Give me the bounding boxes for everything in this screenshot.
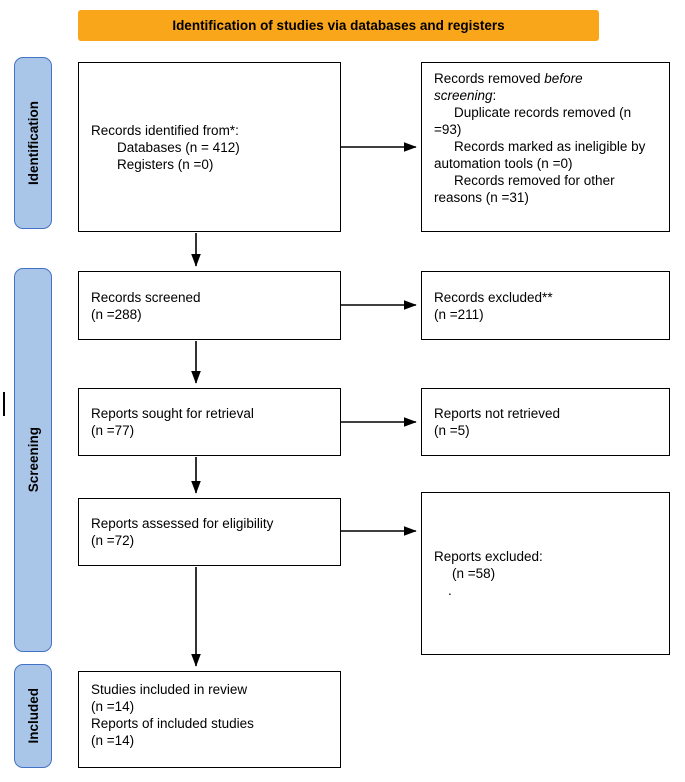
box-records-identified	[78, 62, 341, 232]
removed-item-duplicates: Duplicate records removed (n =93)	[434, 105, 632, 137]
records-identified-registers: Registers (n =0)	[117, 156, 214, 172]
reports-sought-line1: Reports sought for retrieval	[91, 406, 254, 421]
stage-included-label: Included	[25, 688, 41, 744]
reports-excluded-line1: Reports excluded:	[434, 549, 543, 564]
reports-excluded-line2: (n =58)	[452, 566, 496, 581]
box-records-removed	[421, 62, 670, 232]
box-reports-assessed	[78, 498, 341, 566]
stage-identification-label: Identification	[25, 101, 41, 185]
stage-identification	[14, 57, 52, 229]
records-identified-databases: Databases (n = 412)	[117, 139, 240, 155]
box-reports-not-retrieved	[421, 388, 670, 456]
box-records-excluded	[421, 271, 670, 340]
removed-item-other: Records removed for other reasons (n =31)	[434, 173, 615, 205]
box-reports-sought	[78, 388, 341, 456]
reports-assessed-line1: Reports assessed for eligibility	[91, 516, 274, 531]
banner	[78, 10, 599, 41]
reports-not-retrieved-line2: (n =5)	[434, 423, 470, 438]
records-screened-line2: (n =288)	[91, 306, 142, 322]
records-excluded-line1: Records excluded**	[434, 289, 553, 305]
removed-item-automation: Records marked as ineligible by automation tools (n =0)	[434, 139, 646, 171]
included-line4: (n =14)	[91, 733, 135, 748]
stray-mark	[3, 392, 5, 416]
included-line2: (n =14)	[91, 699, 135, 714]
records-identified-title: Records identified from*:	[91, 122, 239, 138]
reports-not-retrieved-line1: Reports not retrieved	[434, 406, 561, 421]
box-records-screened	[78, 271, 341, 340]
reports-sought-line2: (n =77)	[91, 423, 135, 438]
reports-assessed-line2: (n =72)	[91, 533, 135, 548]
included-line3: Reports of included studies	[91, 716, 254, 731]
reports-excluded-line3: .	[448, 583, 452, 598]
stage-screening	[14, 268, 52, 652]
box-studies-included	[78, 671, 341, 768]
box-reports-excluded	[421, 492, 670, 655]
records-excluded-line2: (n =211)	[434, 306, 484, 322]
stage-included	[14, 664, 52, 768]
included-line1: Studies included in review	[91, 682, 248, 697]
banner-title: Identification of studies via databases and registers	[172, 18, 505, 33]
records-removed-title: Records removed before screening:	[434, 71, 583, 103]
records-screened-line1: Records screened	[91, 289, 201, 305]
stage-screening-label: Screening	[25, 427, 41, 493]
